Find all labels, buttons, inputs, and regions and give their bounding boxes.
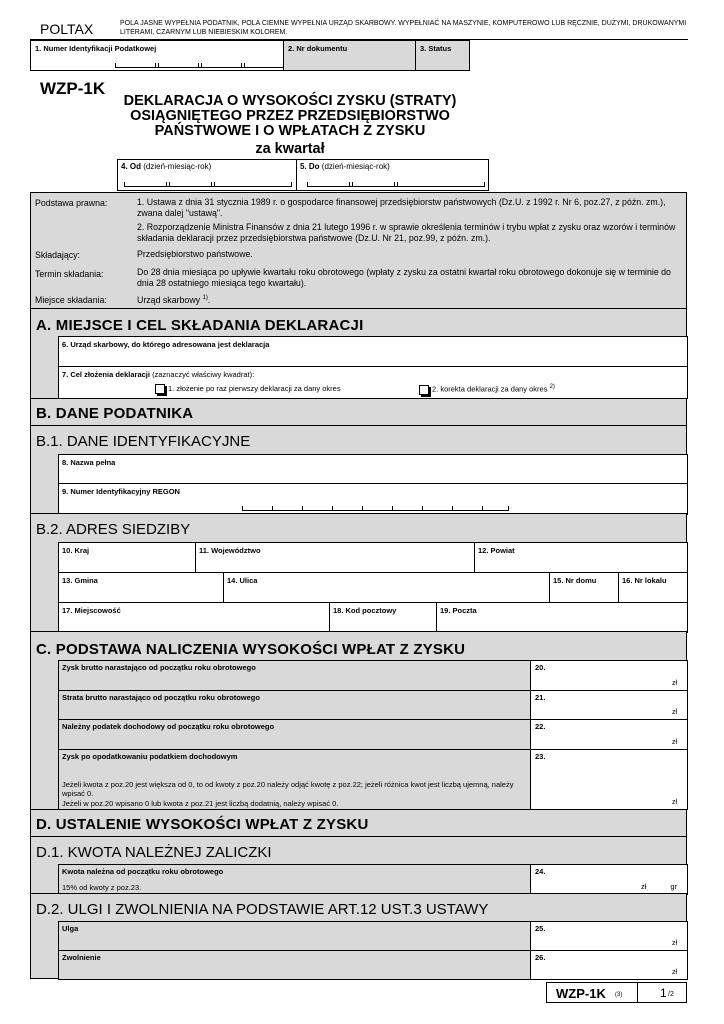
street-field[interactable] [223, 572, 550, 603]
postal-code-field[interactable] [329, 602, 437, 633]
row-26-amount[interactable] [530, 950, 688, 980]
row-24-desc [58, 864, 531, 895]
section-c-title: C. PODSTAWA NALICZENIA WYSOKOŚCI WPŁAT Z ZYSKU [36, 641, 466, 658]
row-26-currency: zł [671, 969, 677, 976]
row-25-currency: zł [671, 940, 677, 947]
row-24-note: 15% od kwoty z poz.23. [62, 883, 142, 892]
info-block [30, 192, 687, 309]
section-d-header [30, 809, 687, 837]
place: Urząd skarbowy $^{1)}$. [137, 294, 211, 305]
title-line-4: za kwartał [255, 141, 325, 157]
row-23-currency: zł [671, 799, 677, 806]
row-20-currency: zł [671, 680, 677, 687]
period-from-field[interactable] [117, 159, 297, 191]
row-26-desc [58, 950, 531, 980]
row-20-number: 20. [535, 663, 546, 672]
nip-field[interactable] [30, 40, 284, 71]
row-22-desc [58, 719, 531, 750]
basis-label: Podstawa prawna: [35, 198, 108, 208]
house-number-label: 15. Nr domu [553, 576, 597, 585]
footer-page-number: 1 [660, 986, 667, 1000]
row-20-desc [58, 660, 531, 691]
period-from-ticks [124, 182, 292, 187]
row-22-amount[interactable] [530, 719, 688, 750]
section-d1 [30, 836, 687, 894]
filer-label: Składający: [35, 250, 80, 260]
place-label: Miejsce składania: [35, 295, 107, 305]
row-22-currency: zł [671, 739, 677, 746]
row-21-desc [58, 690, 531, 720]
row-21-label: Strata brutto narastająco od początku roku obrotowego [62, 693, 260, 702]
row-24-label: Kwota należna od początku roku obrotowego [62, 867, 224, 876]
section-b-title: B. DANE PODATNIKA [36, 405, 194, 422]
checkbox-correction[interactable] [419, 385, 429, 395]
postal-code-label: 18. Kod pocztowy [333, 606, 397, 615]
tax-office-field[interactable] [58, 336, 688, 367]
period-to-field[interactable] [296, 159, 489, 191]
row-24-currency: zł [641, 882, 647, 891]
post-office-field[interactable] [436, 602, 688, 633]
full-name-field[interactable] [58, 454, 688, 484]
row-22-label: Należny podatek dochodowy od początku roku obrotowego [62, 722, 275, 731]
row-20-amount[interactable] [530, 660, 688, 691]
doc-number-label: 2. Nr dokumentu [288, 44, 348, 53]
row-25-label: Ulga [62, 924, 79, 933]
section-b-header [30, 398, 687, 426]
row-21-currency: zł [671, 709, 677, 716]
section-b2-title: B.2. ADRES SIEDZIBY [36, 521, 191, 538]
row-23-note-1: Jeżeli kwota z poz.20 jest większa od 0, to od kwoty z poz.20 należy odjąć kwotę z poz.22; jeżeli różnica kwot jest liczbą ujemną, należy wpisać 0. [62, 780, 514, 798]
section-d2-title: D.2. ULGI I ZWOLNIENIA NA PODSTAWIE ART.12 UST.3 USTAWY [36, 901, 489, 918]
option-first[interactable]: 1. złożenie po raz pierwszy deklaracji za dany okres [155, 384, 341, 394]
title-line-3: PAŃSTWOWE I O WPŁATACH Z ZYSKU [154, 123, 426, 139]
doc-number-field [283, 40, 416, 71]
country-label: 10. Kraj [62, 546, 90, 555]
row-23-note-2: Jeżeli w poz.20 wpisano 0 lub kwota z poz.21 jest liczbą dodatnią, należy wpisać 0. [62, 799, 339, 808]
section-c [30, 631, 687, 810]
county-label: 12. Powiat [478, 546, 515, 555]
status-field [415, 40, 470, 71]
row-23-number: 23. [535, 752, 546, 761]
city-field[interactable] [58, 602, 330, 633]
option-correction[interactable]: 2. korekta deklaracji za dany okres $^{2)}$ [419, 384, 555, 395]
period-to-label: 5. Do (dzień-miesiąc-rok) [300, 162, 390, 171]
street-label: 14. Ulica [227, 576, 258, 585]
row-24-amount[interactable] [530, 864, 688, 895]
deadline: Do 28 dnia miesiąca po upływie kwartału roku obrotowego (wpłaty z zysku za ostatni kwartał roku obrotowego dokonuje się w terminie do dnia 28 ostatniego miesiąca tego kwartału). [137, 267, 671, 288]
commune-field[interactable] [58, 572, 224, 603]
purpose-field [58, 366, 688, 399]
commune-label: 13. Gmina [62, 576, 98, 585]
footer-code: WZP-1K [556, 986, 606, 1001]
row-23-amount[interactable] [530, 749, 688, 810]
city-label: 17. Miejscowość [62, 606, 121, 615]
county-field[interactable] [474, 542, 688, 573]
apartment-number-label: 16. Nr lokalu [622, 576, 667, 585]
row-24-number: 24. [535, 867, 546, 876]
period-from-label: 4. Od (dzień-miesiąc-rok) [121, 162, 212, 171]
voivodeship-label: 11. Województwo [199, 546, 261, 555]
full-name-label: 8. Nazwa pełna [62, 458, 116, 467]
country-field[interactable] [58, 542, 196, 573]
row-24-grosze: gr [670, 882, 677, 891]
deadline-label: Termin składania: [35, 269, 104, 279]
row-26-number: 26. [535, 953, 546, 962]
nip-ticks [115, 63, 285, 68]
row-25-number: 25. [535, 924, 546, 933]
basis-2: 2. Rozporządzenie Ministra Finansów z dnia 21 lutego 1996 r. w sprawie określenia terminów i trybu wpłat z zysku oraz wzorów i terminów składania deklaracji przez przedsiębiorstwa państwowe (Dz.U. Nr 21, poz.99, z późn. zm.). [137, 222, 676, 243]
section-b1-title: B.1. DANE IDENTYFIKACYJNE [36, 433, 251, 450]
row-25-desc [58, 921, 531, 951]
footer-page-total: /2 [668, 991, 674, 998]
house-number-field[interactable] [549, 572, 619, 603]
row-26-label: Zwolnienie [62, 953, 101, 962]
row-22-number: 22. [535, 722, 546, 731]
period-to-ticks [307, 182, 485, 187]
tax-office-label: 6. Urząd skarbowy, do którego adresowana jest deklaracja [62, 340, 270, 349]
section-d1-title: D.1. KWOTA NALEŻNEJ ZALICZKI [36, 844, 272, 861]
brand: POLTAX [40, 21, 94, 37]
row-21-amount[interactable] [530, 690, 688, 720]
nip-label: 1. Numer Identyfikacji Podatkowej [35, 44, 157, 53]
voivodeship-field[interactable] [195, 542, 475, 573]
row-25-amount[interactable] [530, 921, 688, 951]
regon-label: 9. Numer Identyfikacyjny REGON [62, 487, 180, 496]
footer-page [637, 982, 687, 1003]
basis-1: 1. Ustawa z dnia 31 stycznia 1989 r. o gospodarce finansowej przedsiębiorstw państwowych (Dz.U. z 1992 r. Nr 6, poz.27, z późn. zm.), zwana dalej "ustawą". [137, 197, 666, 218]
row-23-desc [58, 749, 531, 810]
form-code: WZP-1K [40, 79, 106, 98]
section-d2 [30, 893, 687, 979]
row-23-label: Zysk po opodatkowaniu podatkiem dochodowym [62, 752, 238, 761]
title-line-2: OSIĄGNIĘTEGO PRZEZ PRZEDSIĘBIORSTWO [130, 108, 450, 124]
footer-version: (3) [615, 992, 623, 998]
apartment-number-field[interactable] [618, 572, 688, 603]
section-a [30, 308, 687, 399]
section-d-title: D. USTALENIE WYSOKOŚCI WPŁAT Z ZYSKU [36, 816, 369, 833]
fill-instructions: POLA JASNE WYPEŁNIA PODATNIK, POLA CIEMNE WYPEŁNIA URZĄD SKARBOWY. WYPEŁNIAĆ NA MASZYNIE, KOMPUTEROWO LUB RĘCZNIE, DUŻYMI, DRUKOWANYMI LITERAMI, CZARNYM LUB NIEBIESKIM KOLOREM. [120, 20, 687, 36]
row-21-number: 21. [535, 693, 546, 702]
filer: Przedsiębiorstwo państwowe. [137, 249, 253, 259]
section-b1 [30, 425, 687, 514]
section-b2 [30, 513, 687, 632]
purpose-label: 7. Cel złożenia deklaracji (zaznaczyć właściwy kwadrat): [62, 370, 255, 379]
regon-ticks [242, 506, 509, 511]
status-label: 3. Status [420, 44, 452, 53]
post-office-label: 19. Poczta [440, 606, 477, 615]
row-20-label: Zysk brutto narastająco od początku roku obrotowego [62, 663, 256, 672]
checkbox-first[interactable] [155, 384, 165, 394]
regon-field[interactable] [58, 483, 688, 515]
form-title [90, 94, 490, 157]
section-a-title: A. MIEJSCE I CEL SKŁADANIA DEKLARACJI [36, 317, 364, 334]
title-line-1: DEKLARACJA O WYSOKOŚCI ZYSKU (STRATY) [123, 93, 457, 109]
footer-form-code [546, 982, 638, 1003]
